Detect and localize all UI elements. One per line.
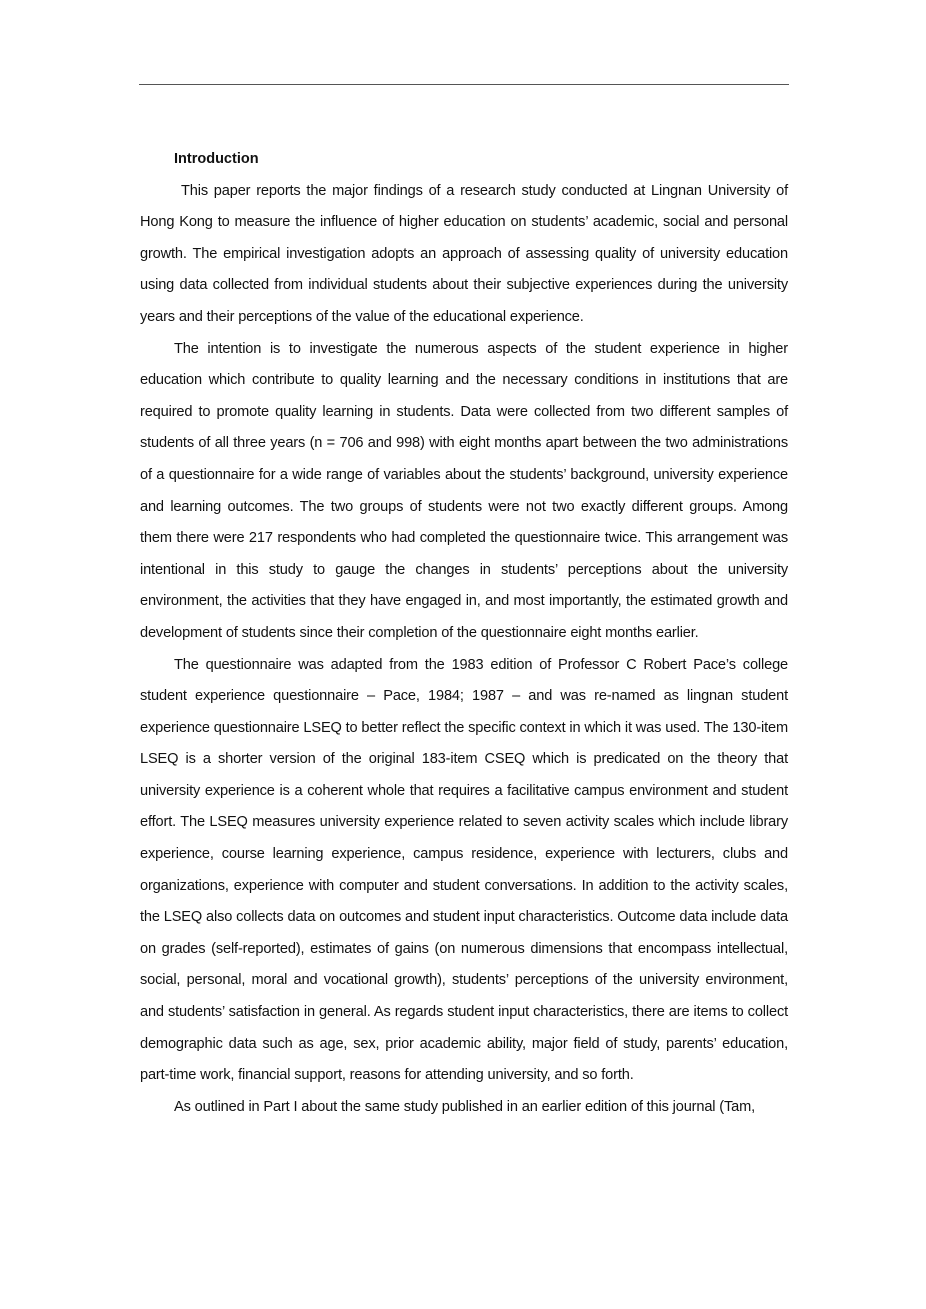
header-rule xyxy=(139,84,789,85)
document-body xyxy=(140,144,788,1123)
paragraph-4: As outlined in Part I about the same study published in an earlier edition of this journal (Tam, xyxy=(174,1098,756,1115)
section-heading: Introduction xyxy=(174,151,259,167)
paragraph-1: This paper reports the major findings of a research study conducted at Lingnan University of Hong Kong to measure the influence of higher education on students’ academic, social and personal growth. The empirical investigation adopts an approach of assessing quality of university education using data collected from individual students about their subjective experiences during the university years and their perceptions of the value of the educational experience. xyxy=(140,182,788,325)
paragraph-2: The intention is to investigate the numerous aspects of the student experience in higher education which contribute to quality learning and the necessary conditions in institutions that are required to promote quality learning in students. Data were collected from two different samples of students of all three years (n = 706 and 998) with eight months apart between the two administrations of a questionnaire for a wide range of variables about the students’ background, university experience and learning outcomes. The two groups of students were not two exactly different groups. Among them there were 217 respondents who had completed the questionnaire twice. This arrangement was intentional in this study to gauge the changes in students’ perceptions about the university environment, the activities that they have engaged in, and most importantly, the estimated growth and development of students since their completion of the questionnaire eight months earlier. xyxy=(140,340,788,641)
paragraph-3: The questionnaire was adapted from the 1983 edition of Professor C Robert Pace’s college student experience questionnaire – Pace, 1984; 1987 – and was re-named as lingnan student experience questionnaire LSEQ to better reflect the specific context in which it was used. The 130-item LSEQ is a shorter version of the original 183-item CSEQ which is predicated on the theory that university experience is a coherent whole that requires a facilitative campus environment and student effort. The LSEQ measures university experience related to seven activity scales which include library experience, course learning experience, campus residence, experience with lecturers, clubs and organizations, experience with computer and student conversations. In addition to the activity scales, the LSEQ also collects data on outcomes and student input characteristics. Outcome data include data on grades (self-reported), estimates of gains (on numerous dimensions that encompass intellectual, social, personal, moral and vocational growth), students’ perceptions of the university environment, and students’ satisfaction in general. As regards student input characteristics, there are items to collect demographic data such as age, sex, prior academic ability, major field of study, parents’ education, part-time work, financial support, reasons for attending university, and so forth. xyxy=(140,656,788,1084)
